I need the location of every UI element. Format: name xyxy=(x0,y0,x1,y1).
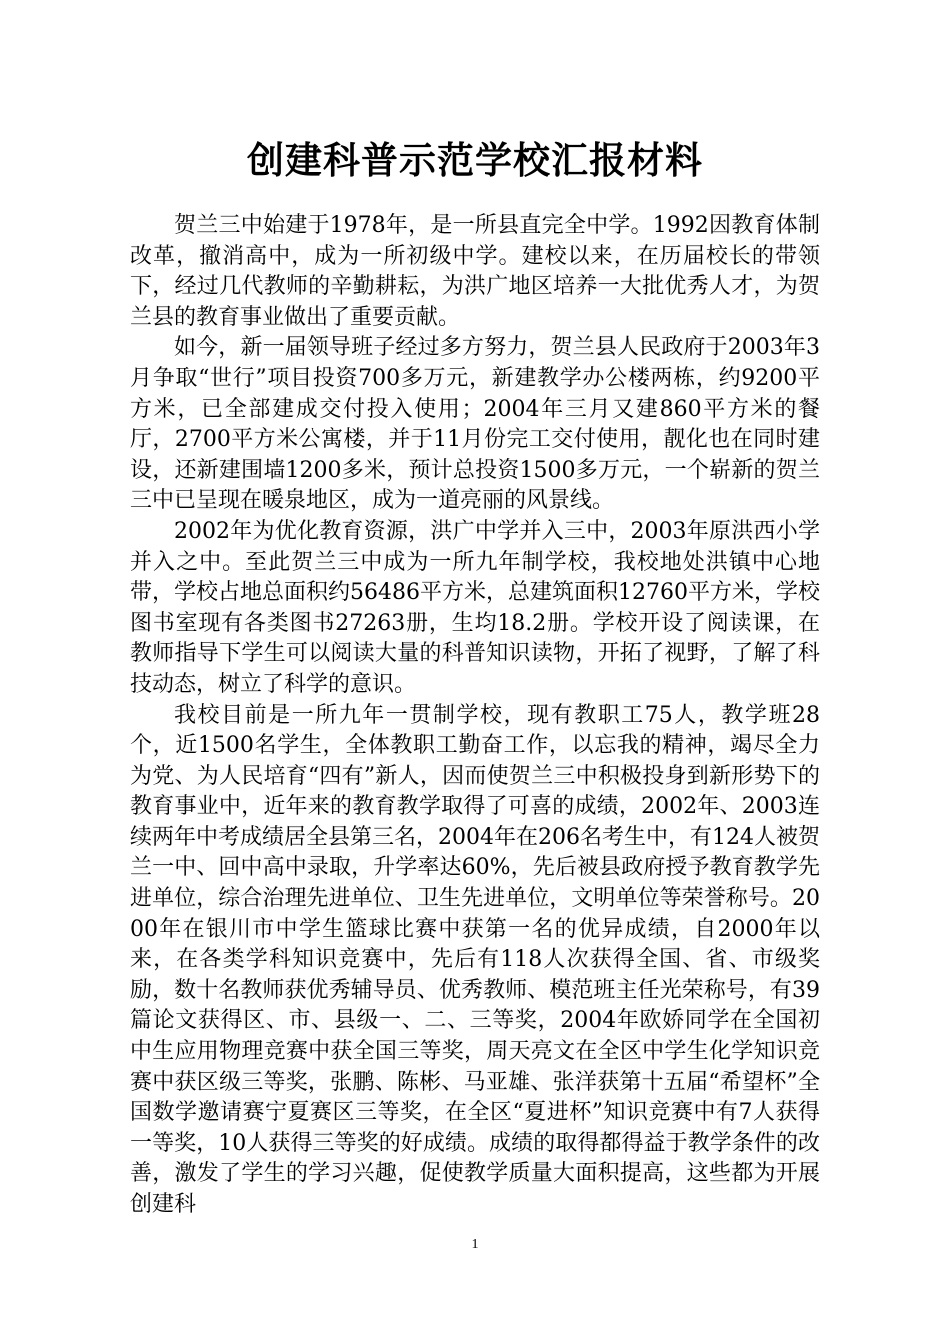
document-title: 创建科普示范学校汇报材料 xyxy=(247,139,703,182)
paragraph-construction: 如今，新一届领导班子经过多方努力，贺兰县人民政府于2003年3月争取“世行”项目投资700多万元，新建教学办公楼两栋，约9200平方米，已全部建成交付投入使用；2004年三月又建860平方米的餐厅，2700平方米公寓楼，并于11月份完工交付使用，靓化也在同时建设，还新建围墙1200多米，预计总投资1500多万元，一个崭新的贺兰三中已呈现在暖泉地区，成为一道亮丽的风景线。 xyxy=(130,335,820,514)
page-number: 1 xyxy=(471,1237,479,1252)
paragraph-achievements: 我校目前是一所九年一贯制学校，现有教职工75人，教学班28个，近1500名学生，全体教职工勤奋工作，以忘我的精神，竭尽全力为党、为人民培育“四有”新人，因而使贺兰三中积极投身到新形势下的教育事业中，近年来的教育教学取得了可喜的成绩，2002年、2003连续两年中考成绩居全县第三名，2004年在206名考生中，有124人被贺兰一中、回中高中录取，升学率达60%，先后被县政府授予教育教学先进单位，综合治理先进单位、卫生先进单位，文明单位等荣誉称号。2000年在银川市中学生篮球比赛中获第一名的优异成绩，自2000年以来，在各类学科知识竞赛中，先后有118人次获得全国、省、市级奖励，数十名教师获优秀辅导员、优秀教师、模范班主任光荣称号，有39篇论文获得区、市、县级一、二、三等奖，2004年欧娇同学在全国初中生应用物理竞赛中获全国三等奖，周天亮文在全区中学生化学知识竞赛中获区级三等奖，张鹏、陈彬、马亚雄、张洋获第十五届“希望杯”全国数学邀请赛宁夏赛区三等奖，在全区“夏进杯”知识竞赛中有7人获得一等奖，10人获得三等奖的好成绩。成绩的取得都得益于教学条件的改善，激发了学生的学习兴趣，促使教学质量大面积提高，这些都为开展创建科 xyxy=(130,702,820,1217)
paragraph-history: 贺兰三中始建于1978年，是一所县直完全中学。1992因教育体制改革，撤消高中，成为一所初级中学。建校以来，在历届校长的带领下，经过几代教师的辛勤耕耘，为洪广地区培养一大批优秀人才，为贺兰县的教育事业做出了重要贡献。 xyxy=(130,213,820,330)
document-body xyxy=(130,211,820,1221)
paragraph-merger: 2002年为优化教育资源，洪广中学并入三中，2003年原洪西小学并入之中。至此贺兰三中成为一所九年制学校，我校地处洪镇中心地带，学校占地总面积约56486平方米，总建筑面积12760平方米，学校图书室现有各类图书27263册，生均18.2册。学校开设了阅读课，在教师指导下学生可以阅读大量的科普知识读物，开拓了视野，了解了科技动态，树立了科学的意识。 xyxy=(130,518,820,697)
